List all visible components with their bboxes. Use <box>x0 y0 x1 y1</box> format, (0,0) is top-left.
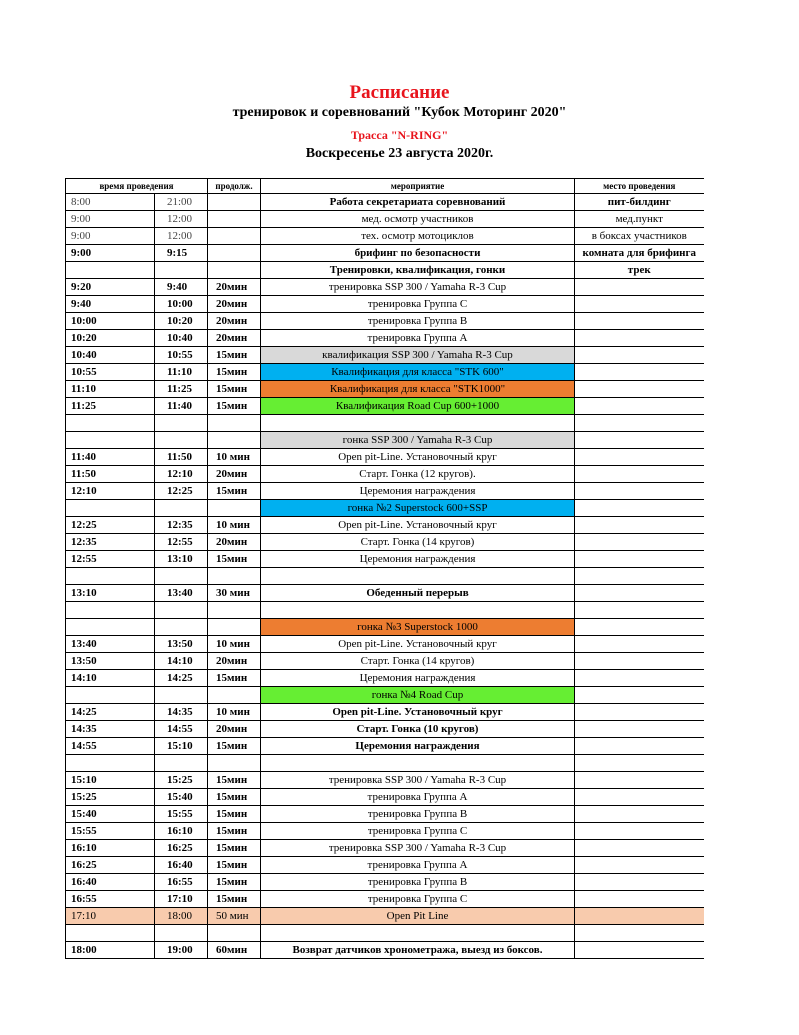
start-time-cell: 14:35 <box>66 721 155 738</box>
end-time-cell: 9:15 <box>155 245 208 262</box>
start-time-cell: 13:10 <box>66 585 155 602</box>
table-row <box>66 381 704 398</box>
start-time-cell <box>66 415 155 432</box>
event-cell: гонка SSP 300 / Yamaha R-3 Cup <box>261 432 575 449</box>
duration-cell <box>208 925 261 942</box>
duration-cell <box>208 211 261 228</box>
table-row <box>66 466 704 483</box>
end-time-cell: 13:10 <box>155 551 208 568</box>
place-cell <box>575 925 704 942</box>
duration-cell: 15мин <box>208 738 261 755</box>
table-row <box>66 925 704 942</box>
duration-cell: 10 мин <box>208 636 261 653</box>
event-date: Воскресенье 23 августа 2020г. <box>305 146 494 161</box>
end-time-cell: 10:00 <box>155 296 208 313</box>
event-cell: гонка №4 Road Cup <box>261 687 575 704</box>
end-time-cell: 11:10 <box>155 364 208 381</box>
table-row <box>66 670 704 687</box>
event-cell: тренировка Группа А <box>261 857 575 874</box>
start-time-cell: 11:25 <box>66 398 155 415</box>
start-time-cell: 10:55 <box>66 364 155 381</box>
duration-cell <box>208 262 261 279</box>
schedule-table <box>65 178 704 959</box>
start-time-cell: 16:10 <box>66 840 155 857</box>
table-row <box>66 330 704 347</box>
end-time-cell <box>155 619 208 636</box>
duration-cell <box>208 194 261 211</box>
event-cell: тренировка Группа А <box>261 789 575 806</box>
start-time-cell: 9:40 <box>66 296 155 313</box>
event-cell: тренировка SSP 300 / Yamaha R-3 Cup <box>261 279 575 296</box>
start-time-cell: 15:40 <box>66 806 155 823</box>
duration-cell <box>208 415 261 432</box>
start-time-cell <box>66 568 155 585</box>
duration-cell <box>208 245 261 262</box>
duration-cell <box>208 500 261 517</box>
table-row <box>66 772 704 789</box>
table-row <box>66 296 704 313</box>
place-cell <box>575 364 704 381</box>
table-row <box>66 806 704 823</box>
end-time-cell: 15:55 <box>155 806 208 823</box>
place-cell <box>575 789 704 806</box>
place-cell <box>575 891 704 908</box>
event-cell <box>261 568 575 585</box>
place-cell <box>575 738 704 755</box>
end-time-cell: 9:40 <box>155 279 208 296</box>
page-subtitle: тренировок и соревнований "Кубок Моторинг 2020" <box>232 105 567 120</box>
start-time-cell: 12:25 <box>66 517 155 534</box>
table-row <box>66 211 704 228</box>
end-time-cell: 15:40 <box>155 789 208 806</box>
duration-cell: 30 мин <box>208 585 261 602</box>
start-time-cell: 18:00 <box>66 942 155 959</box>
duration-cell <box>208 432 261 449</box>
table-row <box>66 279 704 296</box>
table-row <box>66 942 704 959</box>
duration-cell <box>208 687 261 704</box>
table-row <box>66 313 704 330</box>
start-time-cell <box>66 262 155 279</box>
table-row <box>66 449 704 466</box>
duration-cell: 15мин <box>208 823 261 840</box>
start-time-cell <box>66 500 155 517</box>
table-row <box>66 721 704 738</box>
table-header-row <box>66 179 704 194</box>
end-time-cell: 10:55 <box>155 347 208 364</box>
place-cell <box>575 296 704 313</box>
event-cell: тренировка Группа С <box>261 823 575 840</box>
start-time-cell: 16:55 <box>66 891 155 908</box>
start-time-cell: 11:40 <box>66 449 155 466</box>
start-time-cell <box>66 925 155 942</box>
event-cell <box>261 755 575 772</box>
end-time-cell: 10:40 <box>155 330 208 347</box>
duration-cell: 15мин <box>208 772 261 789</box>
duration-cell: 15мин <box>208 398 261 415</box>
duration-cell: 20мин <box>208 296 261 313</box>
start-time-cell: 8:00 <box>66 194 155 211</box>
place-cell <box>575 432 704 449</box>
place-cell <box>575 534 704 551</box>
event-cell: Церемония награждения <box>261 670 575 687</box>
place-cell: мед.пункт <box>575 211 704 228</box>
column-header-duration: продолж. <box>208 179 261 194</box>
place-cell <box>575 772 704 789</box>
end-time-cell: 13:40 <box>155 585 208 602</box>
end-time-cell: 12:55 <box>155 534 208 551</box>
start-time-cell: 14:55 <box>66 738 155 755</box>
start-time-cell: 16:40 <box>66 874 155 891</box>
end-time-cell: 17:10 <box>155 891 208 908</box>
place-cell <box>575 840 704 857</box>
place-cell <box>575 874 704 891</box>
start-time-cell: 9:20 <box>66 279 155 296</box>
event-cell: Квалификация для класса "STK 600" <box>261 364 575 381</box>
duration-cell: 15мин <box>208 364 261 381</box>
end-time-cell: 11:40 <box>155 398 208 415</box>
start-time-cell: 11:10 <box>66 381 155 398</box>
duration-cell <box>208 228 261 245</box>
event-cell: Обеденный перерыв <box>261 585 575 602</box>
duration-cell <box>208 619 261 636</box>
end-time-cell: 16:10 <box>155 823 208 840</box>
end-time-cell: 12:00 <box>155 211 208 228</box>
place-cell: комната для брифинга <box>575 245 704 262</box>
start-time-cell: 14:25 <box>66 704 155 721</box>
table-row <box>66 857 704 874</box>
duration-cell: 15мин <box>208 347 261 364</box>
duration-cell: 60мин <box>208 942 261 959</box>
table-row <box>66 687 704 704</box>
start-time-cell: 9:00 <box>66 211 155 228</box>
duration-cell <box>208 602 261 619</box>
end-time-cell: 16:40 <box>155 857 208 874</box>
duration-cell: 15мин <box>208 381 261 398</box>
start-time-cell: 13:40 <box>66 636 155 653</box>
event-cell: Open pit-Line. Установочный круг <box>261 517 575 534</box>
event-cell: тех. осмотр мотоциклов <box>261 228 575 245</box>
duration-cell: 20мин <box>208 653 261 670</box>
table-row <box>66 568 704 585</box>
event-cell: брифинг по безопасности <box>261 245 575 262</box>
place-cell: трек <box>575 262 704 279</box>
start-time-cell <box>66 602 155 619</box>
table-row <box>66 245 704 262</box>
end-time-cell: 15:25 <box>155 772 208 789</box>
start-time-cell: 11:50 <box>66 466 155 483</box>
event-cell: Старт. Гонка (14 кругов) <box>261 534 575 551</box>
start-time-cell: 10:00 <box>66 313 155 330</box>
place-cell <box>575 568 704 585</box>
place-cell <box>575 636 704 653</box>
event-cell: Open Pit Line <box>261 908 575 925</box>
table-row <box>66 738 704 755</box>
place-cell <box>575 330 704 347</box>
duration-cell: 20мин <box>208 279 261 296</box>
event-cell: Церемония награждения <box>261 483 575 500</box>
table-row <box>66 551 704 568</box>
table-row <box>66 534 704 551</box>
table-row <box>66 415 704 432</box>
table-row <box>66 602 704 619</box>
place-cell <box>575 313 704 330</box>
end-time-cell: 14:10 <box>155 653 208 670</box>
end-time-cell <box>155 687 208 704</box>
start-time-cell <box>66 432 155 449</box>
duration-cell: 20мин <box>208 466 261 483</box>
end-time-cell: 14:55 <box>155 721 208 738</box>
event-cell: тренировка Группа В <box>261 806 575 823</box>
event-cell: квалификация SSP 300 / Yamaha R-3 Cup <box>261 347 575 364</box>
end-time-cell: 12:00 <box>155 228 208 245</box>
duration-cell: 15мин <box>208 806 261 823</box>
start-time-cell: 12:35 <box>66 534 155 551</box>
start-time-cell: 9:00 <box>66 228 155 245</box>
event-cell <box>261 602 575 619</box>
end-time-cell: 18:00 <box>155 908 208 925</box>
start-time-cell: 15:25 <box>66 789 155 806</box>
end-time-cell <box>155 415 208 432</box>
duration-cell: 15мин <box>208 857 261 874</box>
end-time-cell: 10:20 <box>155 313 208 330</box>
event-cell: Open pit-Line. Установочный круг <box>261 704 575 721</box>
table-row <box>66 653 704 670</box>
event-cell: Старт. Гонка (10 кругов) <box>261 721 575 738</box>
event-cell: тренировка Группа В <box>261 874 575 891</box>
start-time-cell: 17:10 <box>66 908 155 925</box>
duration-cell: 15мин <box>208 891 261 908</box>
start-time-cell: 9:00 <box>66 245 155 262</box>
table-row <box>66 874 704 891</box>
start-time-cell: 12:55 <box>66 551 155 568</box>
table-row <box>66 619 704 636</box>
duration-cell: 15мин <box>208 551 261 568</box>
duration-cell: 20мин <box>208 721 261 738</box>
place-cell <box>575 755 704 772</box>
place-cell <box>575 942 704 959</box>
table-row <box>66 840 704 857</box>
duration-cell: 20мин <box>208 534 261 551</box>
place-cell <box>575 823 704 840</box>
place-cell <box>575 653 704 670</box>
end-time-cell <box>155 925 208 942</box>
duration-cell: 10 мин <box>208 704 261 721</box>
event-cell: мед. осмотр участников <box>261 211 575 228</box>
event-cell: Open pit-Line. Установочный круг <box>261 636 575 653</box>
end-time-cell <box>155 500 208 517</box>
place-cell: в боксах участников <box>575 228 704 245</box>
end-time-cell <box>155 755 208 772</box>
place-cell <box>575 466 704 483</box>
end-time-cell: 12:25 <box>155 483 208 500</box>
end-time-cell: 11:50 <box>155 449 208 466</box>
event-cell: тренировка SSP 300 / Yamaha R-3 Cup <box>261 772 575 789</box>
place-cell <box>575 551 704 568</box>
place-cell <box>575 602 704 619</box>
duration-cell: 10 мин <box>208 449 261 466</box>
place-cell <box>575 857 704 874</box>
event-cell: тренировка Группа А <box>261 330 575 347</box>
start-time-cell: 15:10 <box>66 772 155 789</box>
end-time-cell: 12:10 <box>155 466 208 483</box>
start-time-cell <box>66 755 155 772</box>
end-time-cell: 16:55 <box>155 874 208 891</box>
table-row <box>66 789 704 806</box>
duration-cell: 20мин <box>208 330 261 347</box>
event-cell: Старт. Гонка (12 кругов). <box>261 466 575 483</box>
end-time-cell <box>155 262 208 279</box>
column-header-event: мероприятие <box>261 179 575 194</box>
start-time-cell <box>66 619 155 636</box>
end-time-cell: 19:00 <box>155 942 208 959</box>
table-row <box>66 704 704 721</box>
place-cell <box>575 483 704 500</box>
table-row <box>66 908 704 925</box>
table-row <box>66 347 704 364</box>
place-cell <box>575 398 704 415</box>
duration-cell: 15мин <box>208 670 261 687</box>
place-cell <box>575 585 704 602</box>
place-cell <box>575 908 704 925</box>
table-row <box>66 483 704 500</box>
table-row <box>66 364 704 381</box>
start-time-cell: 10:40 <box>66 347 155 364</box>
duration-cell: 20мин <box>208 313 261 330</box>
event-cell: гонка №3 Superstock 1000 <box>261 619 575 636</box>
place-cell <box>575 279 704 296</box>
place-cell <box>575 619 704 636</box>
start-time-cell: 12:10 <box>66 483 155 500</box>
duration-cell <box>208 755 261 772</box>
table-row <box>66 891 704 908</box>
end-time-cell <box>155 432 208 449</box>
duration-cell: 50 мин <box>208 908 261 925</box>
duration-cell: 10 мин <box>208 517 261 534</box>
event-cell: Церемония награждения <box>261 551 575 568</box>
event-cell: Работа секретариата соревнований <box>261 194 575 211</box>
event-cell: Тренировки, квалификация, гонки <box>261 262 575 279</box>
table-row <box>66 228 704 245</box>
end-time-cell: 13:50 <box>155 636 208 653</box>
column-header-place: место проведения <box>575 179 704 194</box>
table-row <box>66 823 704 840</box>
page-title: Расписание <box>349 82 450 103</box>
table-row <box>66 585 704 602</box>
place-cell <box>575 347 704 364</box>
table-row <box>66 432 704 449</box>
event-cell: тренировка Группа С <box>261 296 575 313</box>
table-row <box>66 500 704 517</box>
event-cell: тренировка SSP 300 / Yamaha R-3 Cup <box>261 840 575 857</box>
place-cell <box>575 670 704 687</box>
event-cell: гонка №2 Superstock 600+SSP <box>261 500 575 517</box>
place-cell <box>575 704 704 721</box>
place-cell: пит-билдинг <box>575 194 704 211</box>
table-row <box>66 755 704 772</box>
end-time-cell: 12:35 <box>155 517 208 534</box>
duration-cell: 15мин <box>208 840 261 857</box>
end-time-cell: 16:25 <box>155 840 208 857</box>
end-time-cell <box>155 568 208 585</box>
duration-cell: 15мин <box>208 789 261 806</box>
start-time-cell: 13:50 <box>66 653 155 670</box>
table-row <box>66 398 704 415</box>
event-cell: Квалификация Road Cup 600+1000 <box>261 398 575 415</box>
end-time-cell <box>155 602 208 619</box>
event-cell: Open pit-Line. Установочный круг <box>261 449 575 466</box>
place-cell <box>575 687 704 704</box>
place-cell <box>575 415 704 432</box>
duration-cell <box>208 568 261 585</box>
table-row <box>66 262 704 279</box>
event-cell: тренировка Группа С <box>261 891 575 908</box>
event-cell: тренировка Группа В <box>261 313 575 330</box>
track-name: Трасса "N-RING" <box>350 128 449 142</box>
place-cell <box>575 381 704 398</box>
place-cell <box>575 449 704 466</box>
end-time-cell: 21:00 <box>155 194 208 211</box>
end-time-cell: 14:25 <box>155 670 208 687</box>
event-cell: Церемония награждения <box>261 738 575 755</box>
table-row <box>66 194 704 211</box>
start-time-cell: 16:25 <box>66 857 155 874</box>
end-time-cell: 15:10 <box>155 738 208 755</box>
column-header-time: время проведения <box>66 179 208 194</box>
start-time-cell <box>66 687 155 704</box>
event-cell: Квалификация для класса "STK1000" <box>261 381 575 398</box>
end-time-cell: 14:35 <box>155 704 208 721</box>
place-cell <box>575 500 704 517</box>
end-time-cell: 11:25 <box>155 381 208 398</box>
place-cell <box>575 721 704 738</box>
start-time-cell: 14:10 <box>66 670 155 687</box>
start-time-cell: 10:20 <box>66 330 155 347</box>
duration-cell: 15мин <box>208 874 261 891</box>
event-cell <box>261 925 575 942</box>
place-cell <box>575 806 704 823</box>
start-time-cell: 15:55 <box>66 823 155 840</box>
table-row <box>66 517 704 534</box>
duration-cell: 15мин <box>208 483 261 500</box>
place-cell <box>575 517 704 534</box>
event-cell: Возврат датчиков хронометража, выезд из боксов. <box>261 942 575 959</box>
event-cell: Старт. Гонка (14 кругов) <box>261 653 575 670</box>
table-row <box>66 636 704 653</box>
event-cell <box>261 415 575 432</box>
